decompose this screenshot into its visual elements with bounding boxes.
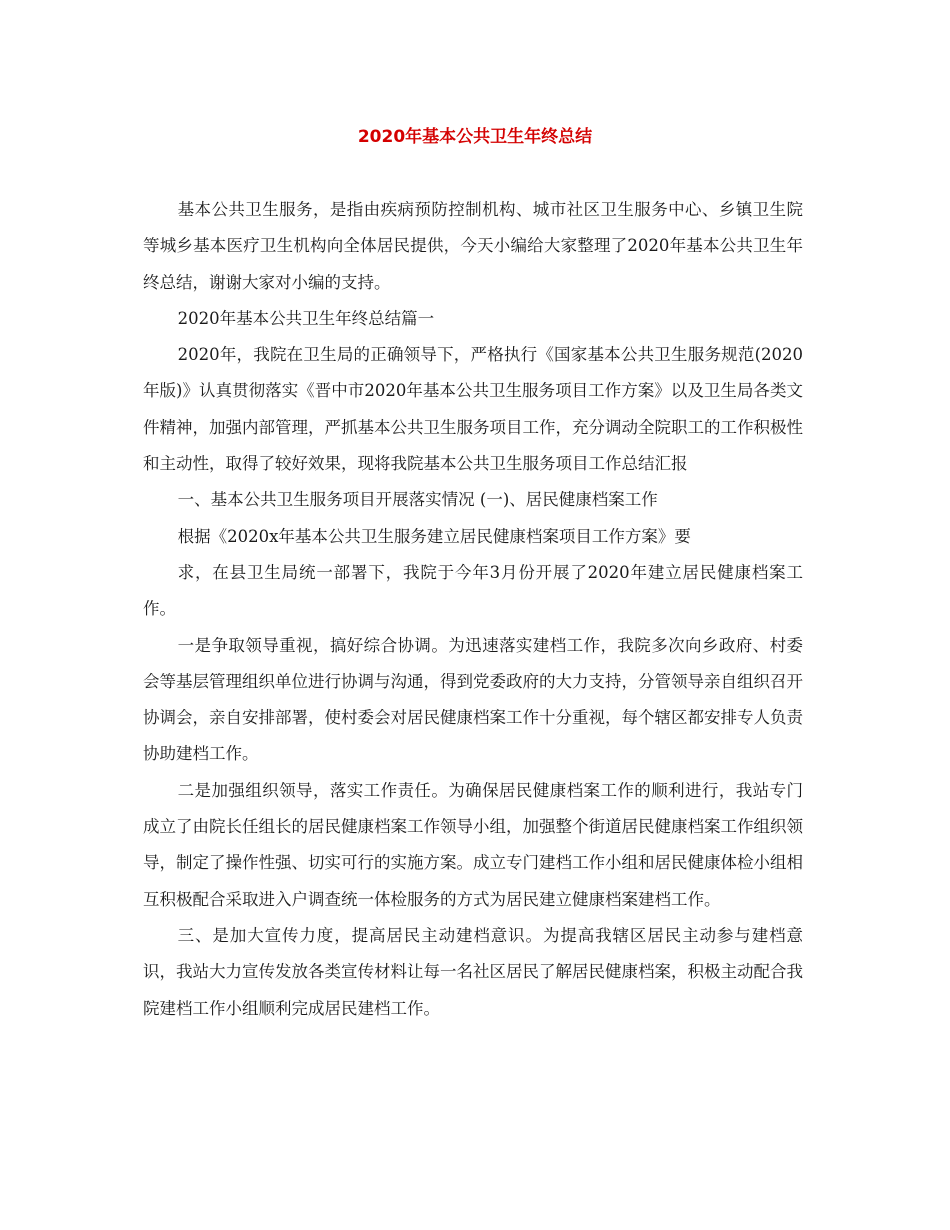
document-title: 2020年基本公共卫生年终总结	[357, 127, 593, 147]
paragraph-basis: 根据《2020x年基本公共卫生服务建立居民健康档案项目工作方案》要	[177, 526, 691, 546]
section-heading-health-records: 一、基本公共卫生服务项目开展落实情况 (一)、居民健康档案工作	[177, 490, 658, 510]
section-heading-part-one: 2020年基本公共卫生年终总结篇一	[177, 308, 435, 328]
paragraph-overview: 2020年，我院在卫生局的正确领导下，严格执行《国家基本公共卫生服务规范(2020年版)》认真贯彻落实《晋中市2020年基本公共卫生服务项目工作方案》以及卫生局各类文件精神，加强内部管理，严抓基本公共卫生服务项目工作，充分调动全院职工的工作积极性和主动性，取得了较好效果，现将我院基本公共卫生服务项目工作总结汇报	[143, 345, 803, 474]
paragraph-point-one: 一是争取领导重视，搞好综合协调。为迅速落实建档工作，我院多次向乡政府、村委会等基层管理组织单位进行协调与沟通，得到党委政府的大力支持，分管领导亲自组织召开协调会，亲自安排部署，使村委会对居民健康档案工作十分重视，每个辖区都安排专人负责协助建档工作。	[143, 635, 803, 764]
paragraph-deployment: 求，在县卫生局统一部署下，我院于今年3月份开展了2020年建立居民健康档案工作。	[143, 562, 803, 619]
paragraph-point-two: 二是加强组织领导，落实工作责任。为确保居民健康档案工作的顺利进行，我站专门成立了由院长任组长的居民健康档案工作领导小组，加强整个街道居民健康档案工作组织领导，制定了操作性强、切实可行的实施方案。成立专门建档工作小组和居民健康体检小组相互积极配合采取进入户调查统一体检服务的方式为居民建立健康档案建档工作。	[143, 780, 803, 909]
paragraph-point-three: 三、是加大宣传力度，提高居民主动建档意识。为提高我辖区居民主动参与建档意识，我站大力宣传发放各类宣传材料让每一名社区居民了解居民健康档案，积极主动配合我院建档工作小组顺利完成居民建档工作。	[143, 925, 803, 1018]
document-body	[143, 192, 803, 1027]
paragraph-intro: 基本公共卫生服务，是指由疾病预防控制机构、城市社区卫生服务中心、乡镇卫生院等城乡基本医疗卫生机构向全体居民提供，今天小编给大家整理了2020年基本公共卫生年终总结，谢谢大家对小编的支持。	[143, 200, 803, 292]
